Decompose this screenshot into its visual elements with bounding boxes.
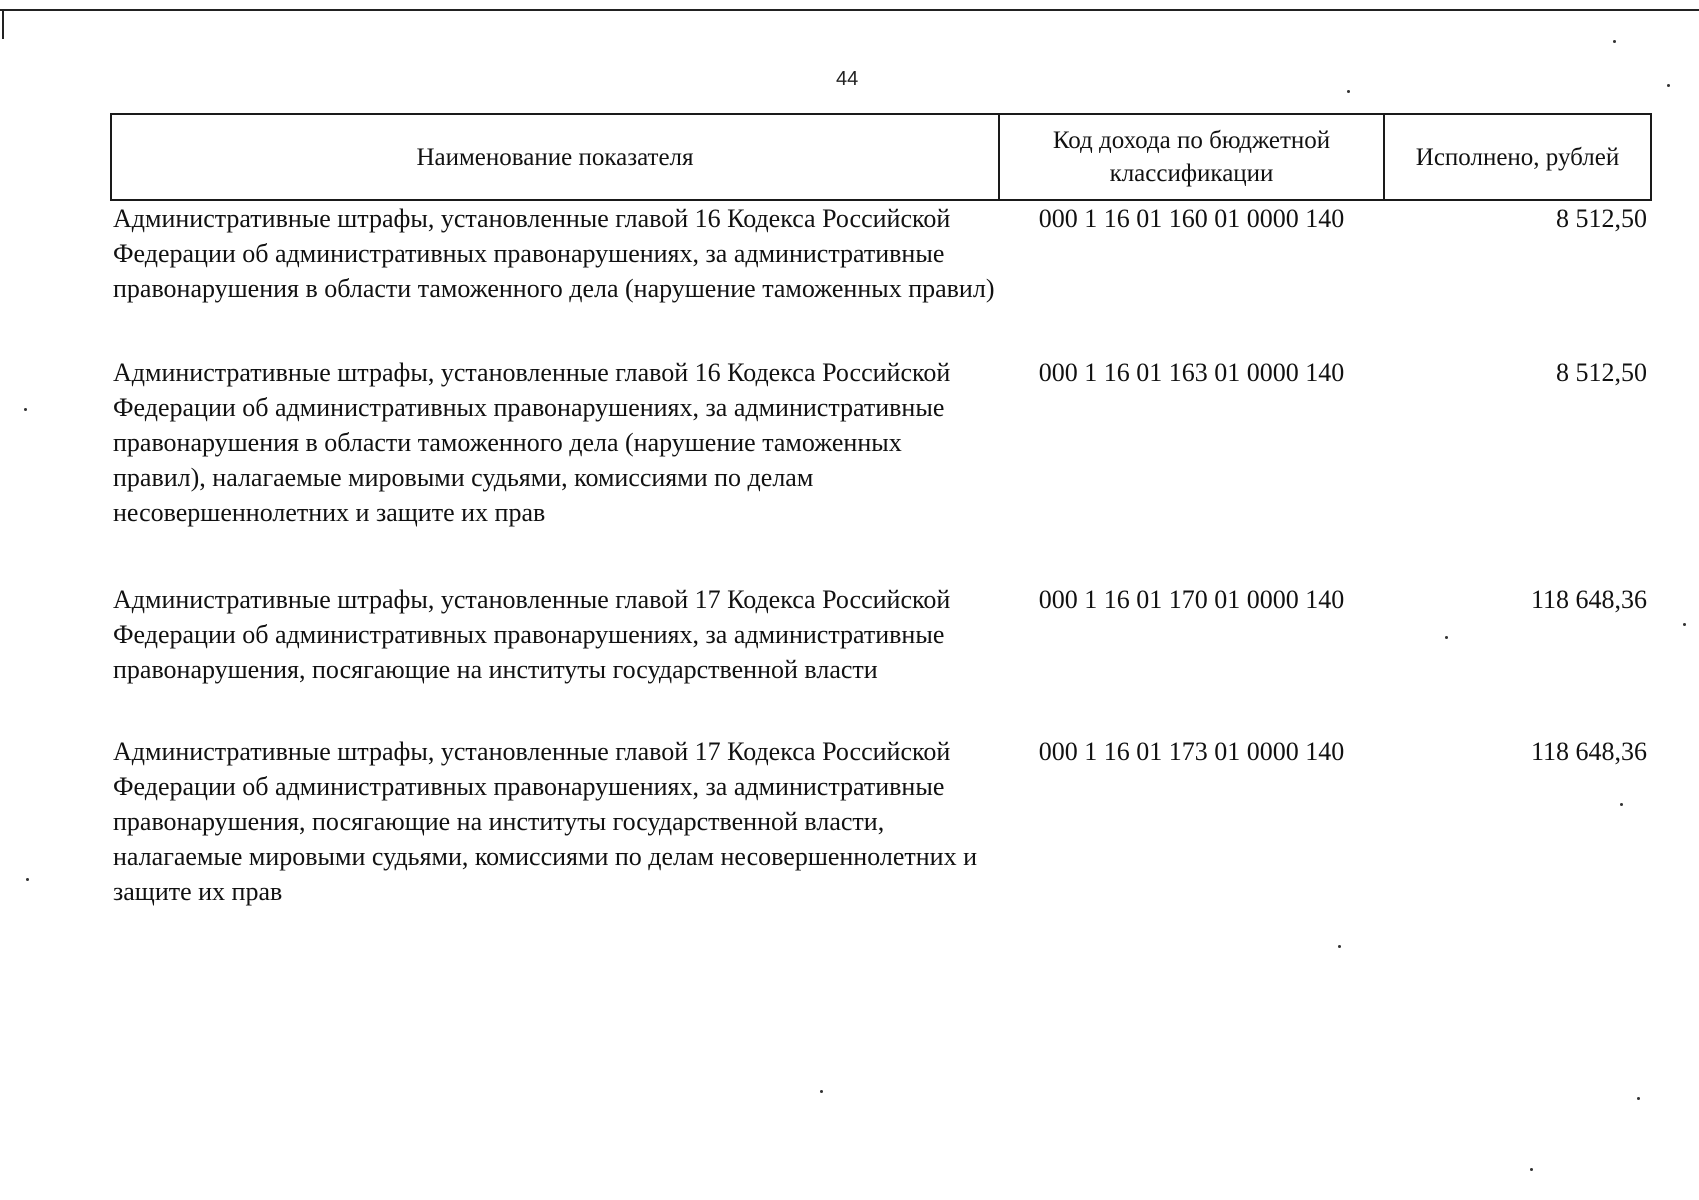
scan-speck bbox=[24, 408, 27, 411]
budget-code-cell: 000 1 16 01 160 01 0000 140 bbox=[1038, 204, 1345, 233]
scan-speck bbox=[1683, 623, 1686, 626]
scan-speck bbox=[820, 1090, 823, 1093]
table-row bbox=[111, 355, 1651, 582]
budget-code-cell: 000 1 16 01 173 01 0000 140 bbox=[1038, 737, 1345, 766]
scan-speck bbox=[1338, 945, 1341, 948]
scan-speck bbox=[1637, 1097, 1640, 1100]
column-header-name: Наименование показателя bbox=[111, 114, 999, 200]
indicator-name-cell: Административные штрафы, установленные главой 17 Кодекса Российской Федерации об административных правонарушениях, за административные правонарушения, посягающие на институты государственной власти bbox=[113, 585, 951, 684]
indicator-name-cell: Административные штрафы, установленные главой 17 Кодекса Российской Федерации об административных правонарушениях, за административные правонарушения, посягающие на институты государственной власти, налагаемые мировыми судьями, комиссиями по делам несовершеннолетних и защите их прав bbox=[113, 737, 977, 906]
indicator-name-cell: Административные штрафы, установленные главой 16 Кодекса Российской Федерации об административных правонарушениях, за административные правонарушения в области таможенного дела (нарушение таможенных правил), налагаемые мировыми судьями, комиссиями по делам несовершеннолетних и защите их прав bbox=[113, 358, 951, 527]
table-body bbox=[111, 200, 1651, 914]
scan-speck bbox=[26, 878, 29, 881]
table-header bbox=[111, 114, 1651, 200]
scan-speck bbox=[1613, 40, 1616, 43]
executed-amount-cell: 118 648,36 bbox=[1530, 585, 1647, 614]
table-row bbox=[111, 734, 1651, 914]
header-row bbox=[111, 114, 1651, 200]
indicator-name-cell: Административные штрафы, установленные главой 16 Кодекса Российской Федерации об административных правонарушениях, за административные правонарушения в области таможенного дела (нарушение таможенных правил) bbox=[113, 204, 995, 303]
scan-speck bbox=[1445, 636, 1448, 639]
scan-speck bbox=[1620, 803, 1623, 806]
column-header-code: Код дохода по бюджетной классификации bbox=[999, 114, 1384, 200]
scan-top-border bbox=[0, 9, 1699, 11]
scan-corner-mark bbox=[2, 9, 4, 39]
column-header-amount: Исполнено, рублей bbox=[1384, 114, 1651, 200]
budget-code-cell: 000 1 16 01 170 01 0000 140 bbox=[1038, 585, 1345, 614]
scan-speck bbox=[1667, 84, 1670, 87]
table-row bbox=[111, 200, 1651, 355]
executed-amount-cell: 8 512,50 bbox=[1556, 204, 1647, 233]
scan-speck bbox=[1347, 90, 1350, 93]
executed-amount-cell: 8 512,50 bbox=[1556, 358, 1647, 387]
executed-amount-cell: 118 648,36 bbox=[1530, 737, 1647, 766]
revenue-table bbox=[110, 113, 1652, 914]
table-row bbox=[111, 582, 1651, 734]
page-number: 44 bbox=[836, 68, 859, 90]
budget-code-cell: 000 1 16 01 163 01 0000 140 bbox=[1038, 358, 1345, 387]
scan-speck bbox=[1530, 1168, 1533, 1171]
